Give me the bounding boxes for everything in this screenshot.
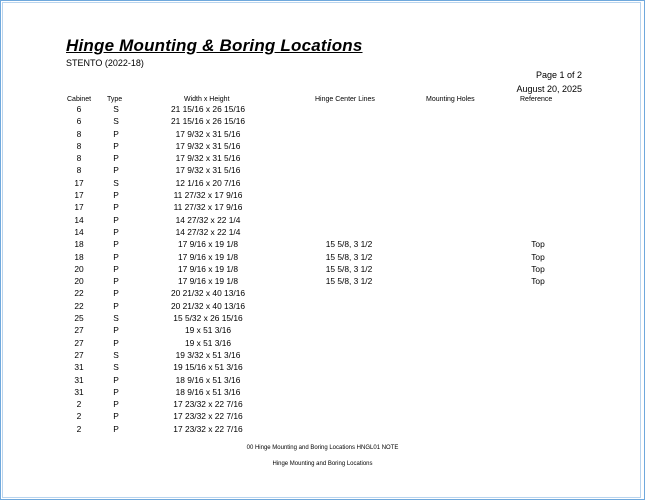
column-header-hinge-center-lines: Hinge Center Lines — [315, 96, 375, 103]
cell-cabinet: 31 — [74, 374, 84, 385]
cell-reference: Top — [531, 239, 545, 250]
table-row — [0, 141, 645, 153]
cell-type: P — [113, 214, 119, 225]
cell-width-height: 17 9/16 x 19 1/8 — [177, 239, 239, 250]
cell-width-height: 14 27/32 x 22 1/4 — [175, 226, 241, 237]
cell-type: P — [113, 374, 119, 385]
cell-type: P — [113, 128, 119, 139]
table-row — [0, 104, 645, 116]
table-body — [0, 104, 645, 436]
cell-type: S — [113, 349, 119, 360]
cell-cabinet: 6 — [76, 116, 82, 127]
cell-cabinet: 8 — [76, 153, 82, 164]
cell-type: P — [113, 165, 119, 176]
cell-type: P — [113, 276, 119, 287]
cell-cabinet: 17 — [74, 190, 84, 201]
cell-width-height: 11 27/32 x 17 9/16 — [173, 202, 243, 213]
cell-reference: Top — [531, 251, 545, 262]
table-row — [0, 252, 645, 264]
cell-cabinet: 8 — [76, 140, 82, 151]
cell-width-height: 17 9/32 x 31 5/16 — [175, 165, 241, 176]
cell-width-height: 19 x 51 3/16 — [184, 325, 232, 336]
page-info — [516, 69, 582, 96]
cell-type: P — [113, 263, 119, 274]
table-row — [0, 116, 645, 128]
table-row — [0, 313, 645, 325]
column-header-reference: Reference — [520, 96, 553, 103]
cell-width-height: 18 9/16 x 51 3/16 — [175, 386, 241, 397]
cell-type: S — [113, 362, 119, 373]
cell-hinge-center-lines: 15 5/8, 3 1/2 — [325, 251, 373, 262]
report-subtitle: STENTO (2022-18) — [66, 58, 144, 68]
cell-cabinet: 18 — [74, 239, 84, 250]
cell-width-height: 12 1/16 x 20 7/16 — [175, 177, 241, 188]
cell-cabinet: 2 — [76, 423, 82, 434]
table-row — [0, 215, 645, 227]
cell-type: P — [113, 202, 119, 213]
cell-width-height: 14 27/32 x 22 1/4 — [175, 214, 241, 225]
cell-type: P — [113, 288, 119, 299]
column-header-type: Type — [107, 96, 123, 103]
cell-width-height: 17 23/32 x 22 7/16 — [173, 399, 243, 410]
cell-width-height: 17 9/16 x 19 1/8 — [177, 263, 239, 274]
cell-cabinet: 25 — [74, 313, 84, 324]
table-row — [0, 264, 645, 276]
cell-cabinet: 20 — [74, 263, 84, 274]
cell-width-height: 17 9/16 x 19 1/8 — [177, 251, 239, 262]
footer-title: Hinge Mounting and Boring Locations — [272, 461, 373, 467]
footer-note: 00 Hinge Mounting and Boring Locations HNGL01 NOTE — [246, 445, 399, 451]
cell-type: P — [113, 190, 119, 201]
cell-width-height: 18 9/16 x 51 3/16 — [175, 374, 241, 385]
cell-hinge-center-lines: 15 5/8, 3 1/2 — [325, 276, 373, 287]
table-row — [0, 411, 645, 423]
cell-type: P — [113, 300, 119, 311]
cell-cabinet: 8 — [76, 165, 82, 176]
table-row — [0, 399, 645, 411]
table-row — [0, 165, 645, 177]
cell-type: P — [113, 251, 119, 262]
cell-cabinet: 14 — [74, 214, 84, 225]
cell-cabinet: 8 — [76, 128, 82, 139]
cell-type: P — [113, 399, 119, 410]
cell-reference: Top — [531, 263, 545, 274]
table-row — [0, 153, 645, 165]
table-row — [0, 190, 645, 202]
cell-cabinet: 27 — [74, 325, 84, 336]
table-row — [0, 325, 645, 337]
cell-type: P — [113, 325, 119, 336]
cell-width-height: 20 21/32 x 40 13/16 — [170, 300, 246, 311]
cell-width-height: 15 5/32 x 26 15/16 — [173, 313, 243, 324]
cell-width-height: 17 9/16 x 19 1/8 — [177, 276, 239, 287]
cell-cabinet: 6 — [76, 104, 82, 114]
cell-type: P — [113, 411, 119, 422]
cell-reference: Top — [531, 276, 545, 287]
cell-type: P — [113, 140, 119, 151]
cell-width-height: 21 15/16 x 26 15/16 — [170, 104, 246, 114]
cell-cabinet: 22 — [74, 300, 84, 311]
table-row — [0, 178, 645, 190]
table-row — [0, 227, 645, 239]
cell-type: P — [113, 239, 119, 250]
cell-cabinet: 31 — [74, 362, 84, 373]
cell-type: S — [113, 313, 119, 324]
column-header-width-height: Width x Height — [184, 96, 230, 103]
cell-width-height: 17 23/32 x 22 7/16 — [173, 411, 243, 422]
cell-width-height: 19 15/16 x 51 3/16 — [173, 362, 243, 373]
cell-cabinet: 31 — [74, 386, 84, 397]
cell-cabinet: 2 — [76, 399, 82, 410]
table-row — [0, 239, 645, 251]
report-date: August 20, 2025 — [516, 83, 582, 94]
cell-type: S — [113, 116, 119, 127]
cell-width-height: 21 15/16 x 26 15/16 — [170, 116, 246, 127]
table-row — [0, 129, 645, 141]
cell-hinge-center-lines: 15 5/8, 3 1/2 — [325, 263, 373, 274]
table-row — [0, 288, 645, 300]
cell-type: P — [113, 386, 119, 397]
table-row — [0, 338, 645, 350]
cell-type: P — [113, 153, 119, 164]
cell-type: S — [113, 177, 119, 188]
cell-cabinet: 2 — [76, 411, 82, 422]
cell-type: P — [113, 226, 119, 237]
table-row — [0, 350, 645, 362]
cell-cabinet: 17 — [74, 202, 84, 213]
cell-width-height: 11 27/32 x 17 9/16 — [173, 190, 243, 201]
cell-cabinet: 17 — [74, 177, 84, 188]
cell-cabinet: 22 — [74, 288, 84, 299]
cell-width-height: 20 21/32 x 40 13/16 — [170, 288, 246, 299]
table-row — [0, 375, 645, 387]
cell-cabinet: 18 — [74, 251, 84, 262]
cell-cabinet: 14 — [74, 226, 84, 237]
cell-width-height: 17 9/32 x 31 5/16 — [175, 153, 241, 164]
cell-width-height: 19 x 51 3/16 — [184, 337, 232, 348]
column-header-mounting-holes: Mounting Holes — [426, 96, 475, 103]
table-row — [0, 276, 645, 288]
cell-cabinet: 27 — [74, 337, 84, 348]
table-row — [0, 424, 645, 436]
cell-width-height: 17 23/32 x 22 7/16 — [173, 423, 243, 434]
cell-type: P — [113, 337, 119, 348]
table-row — [0, 202, 645, 214]
column-header-cabinet: Cabinet — [67, 96, 92, 103]
cell-width-height: 19 3/32 x 51 3/16 — [175, 349, 241, 360]
page-number: Page 1 of 2 — [535, 70, 582, 80]
table-row — [0, 301, 645, 313]
cell-cabinet: 20 — [74, 276, 84, 287]
cell-cabinet: 27 — [74, 349, 84, 360]
cell-hinge-center-lines: 15 5/8, 3 1/2 — [325, 239, 373, 250]
cell-type: S — [113, 104, 119, 114]
cell-type: P — [113, 423, 119, 434]
report-title: Hinge Mounting & Boring Locations — [66, 36, 363, 55]
table-row — [0, 387, 645, 399]
cell-width-height: 17 9/32 x 31 5/16 — [175, 140, 241, 151]
table-row — [0, 362, 645, 374]
cell-width-height: 17 9/32 x 31 5/16 — [175, 128, 241, 139]
